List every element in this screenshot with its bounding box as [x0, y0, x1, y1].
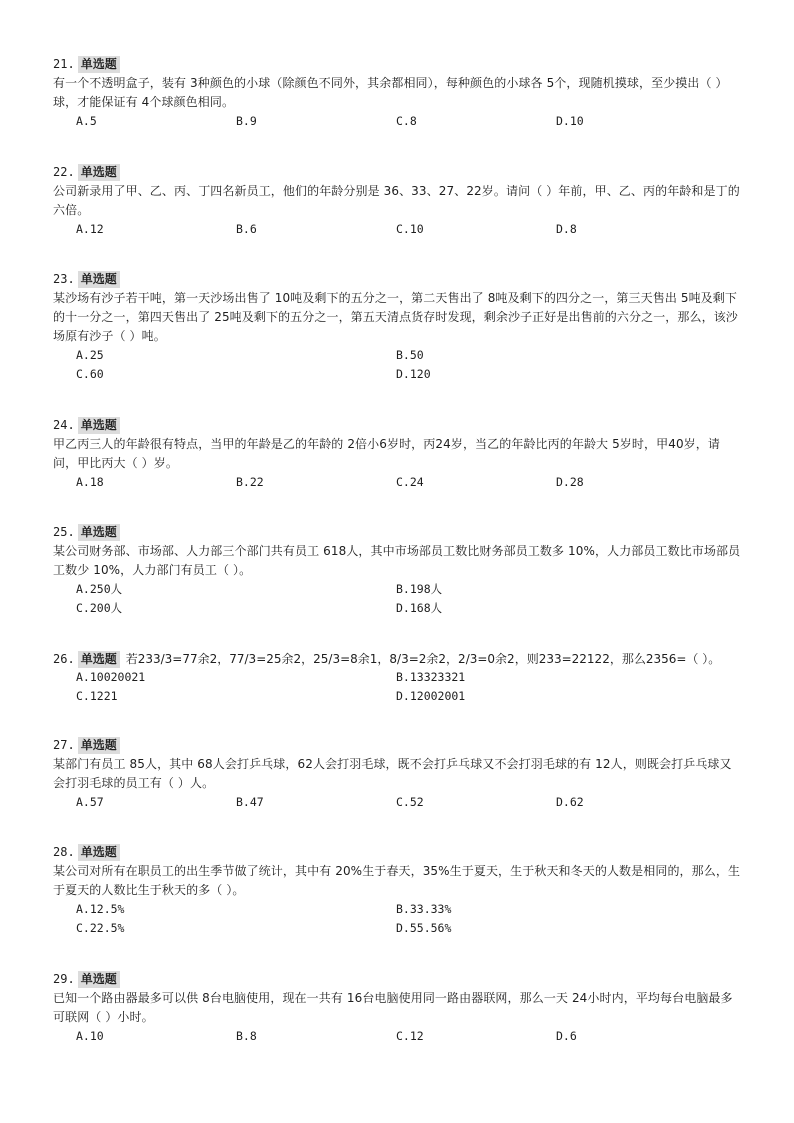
option-c[interactable]: C.10 [396, 222, 424, 236]
question-header [53, 970, 743, 988]
question-header [53, 55, 743, 73]
question-stem: 某沙场有沙子若干吨，第一天沙场出售了 10吨及剩下的五分之一，第二天售出了 8吨及剩下的四分之一，第三天售出 5吨及剩下的十一分之一，第四天售出了 25吨及剩下的五分之一，第五天清点货存时发现，剩余沙子正好是出售前的六分之一，那么，该沙场原有沙子（ ）吨。 [53, 291, 738, 343]
options-list [76, 220, 743, 239]
option-a[interactable]: A.250人 [76, 582, 123, 596]
question-stem: 公司新录用了甲、乙、丙、丁四名新员工，他们的年龄分别是 36、33、27、22岁。请问（ ）年前，甲、乙、丙的年龄和是丁的六倍。 [53, 184, 740, 217]
option-a[interactable]: A.5 [76, 114, 97, 128]
option-a[interactable]: A.10020021 [76, 670, 146, 684]
question-stem: 某公司财务部、市场部、人力部三个部门共有员工 618人，其中市场部员工数比财务部员工数多 10%，人力部员工数比市场部员工数少 10%，人力部门有员工（ ）。 [53, 544, 741, 577]
question-25 [53, 523, 743, 618]
option-c[interactable]: C.12 [396, 1029, 424, 1043]
option-d[interactable]: D.62 [556, 795, 584, 809]
option-c[interactable]: C.8 [396, 114, 417, 128]
question-header [53, 523, 743, 541]
option-c[interactable]: C.1221 [76, 689, 118, 703]
options-list [76, 580, 743, 618]
question-number: 27. [53, 738, 75, 752]
options-list [76, 668, 743, 706]
question-type-badge: 单选题 [78, 417, 120, 434]
question-number: 21. [53, 57, 75, 71]
question-28 [53, 843, 743, 938]
question-type-badge: 单选题 [78, 56, 120, 73]
question-number: 29. [53, 972, 75, 986]
question-22 [53, 163, 743, 239]
question-header [53, 270, 743, 288]
question-29 [53, 970, 743, 1046]
option-d[interactable]: D.55.56% [396, 921, 452, 935]
options-list [76, 346, 743, 384]
question-stem: 已知一个路由器最多可以供 8台电脑使用，现在一共有 16台电脑使用同一路由器联网，那么一天 24小时内，平均每台电脑最多可联网（ ）小时。 [53, 991, 733, 1024]
question-26 [53, 650, 743, 706]
options-list [76, 473, 743, 492]
option-d[interactable]: D.120 [396, 367, 431, 381]
question-number: 28. [53, 845, 75, 859]
question-23 [53, 270, 743, 384]
question-number: 23. [53, 272, 75, 286]
option-b[interactable]: B.9 [236, 114, 257, 128]
option-a[interactable]: A.12 [76, 222, 104, 236]
option-c[interactable]: C.200人 [76, 601, 123, 615]
question-stem: 有一个不透明盒子，装有 3种颜色的小球（除颜色不同外，其余都相同），每种颜色的小球各 5个，现随机摸球，至少摸出（ ）球，才能保证有 4个球颜色相同。 [53, 76, 728, 109]
option-d[interactable]: D.28 [556, 475, 584, 489]
question-number: 22. [53, 165, 75, 179]
option-b[interactable]: B.50 [396, 348, 424, 362]
option-d[interactable]: D.168人 [396, 601, 443, 615]
option-d[interactable]: D.8 [556, 222, 577, 236]
option-c[interactable]: C.52 [396, 795, 424, 809]
option-b[interactable]: B.8 [236, 1029, 257, 1043]
question-header [53, 843, 743, 861]
option-b[interactable]: B.6 [236, 222, 257, 236]
option-a[interactable]: A.10 [76, 1029, 104, 1043]
question-type-badge: 单选题 [78, 737, 120, 754]
question-header [53, 163, 743, 181]
question-type-badge: 单选题 [78, 271, 120, 288]
question-24 [53, 416, 743, 492]
option-b[interactable]: B.47 [236, 795, 264, 809]
question-number: 24. [53, 418, 75, 432]
question-type-badge: 单选题 [78, 844, 120, 861]
option-b[interactable]: B.198人 [396, 582, 443, 596]
option-a[interactable]: A.12.5% [76, 902, 125, 916]
question-header [53, 736, 743, 754]
question-header [53, 650, 743, 668]
question-27 [53, 736, 743, 812]
question-type-badge: 单选题 [78, 524, 120, 541]
question-number: 25. [53, 525, 75, 539]
option-a[interactable]: A.18 [76, 475, 104, 489]
option-a[interactable]: A.57 [76, 795, 104, 809]
question-21 [53, 55, 743, 131]
question-stem: 某部门有员工 85人，其中 68人会打乒乓球，62人会打羽毛球，既不会打乒乓球又不会打羽毛球的有 12人，则既会打乒乓球又会打羽毛球的员工有（ ）人。 [53, 757, 732, 790]
option-a[interactable]: A.25 [76, 348, 104, 362]
options-list [76, 900, 743, 938]
option-b[interactable]: B.33.33% [396, 902, 452, 916]
option-b[interactable]: B.22 [236, 475, 264, 489]
question-number: 26. [53, 652, 75, 666]
question-type-badge: 单选题 [78, 971, 120, 988]
options-list [76, 112, 743, 131]
question-stem: 甲乙丙三人的年龄很有特点，当甲的年龄是乙的年龄的 2倍小6岁时，丙24岁，当乙的年龄比丙的年龄大 5岁时，甲40岁，请问，甲比丙大（ ）岁。 [53, 437, 720, 470]
option-d[interactable]: D.12002001 [396, 689, 466, 703]
option-c[interactable]: C.24 [396, 475, 424, 489]
question-stem: 某公司对所有在职员工的出生季节做了统计，其中有 20%生于春天，35%生于夏天，生于秋天和冬天的人数是相同的，那么，生于夏天的人数比生于秋天的多（ ）。 [53, 864, 741, 897]
option-d[interactable]: D.6 [556, 1029, 577, 1043]
option-b[interactable]: B.13323321 [396, 670, 466, 684]
question-type-badge: 单选题 [78, 651, 120, 668]
options-list [76, 793, 743, 812]
option-c[interactable]: C.60 [76, 367, 104, 381]
option-c[interactable]: C.22.5% [76, 921, 125, 935]
options-list [76, 1027, 743, 1046]
option-d[interactable]: D.10 [556, 114, 584, 128]
question-type-badge: 单选题 [78, 164, 120, 181]
question-stem: 若233/3=77余2，77/3=25余2，25/3=8余1，8/3=2余2，2/3=0余2，则233=22122，那么2356=（ ）。 [125, 652, 721, 666]
question-header [53, 416, 743, 434]
